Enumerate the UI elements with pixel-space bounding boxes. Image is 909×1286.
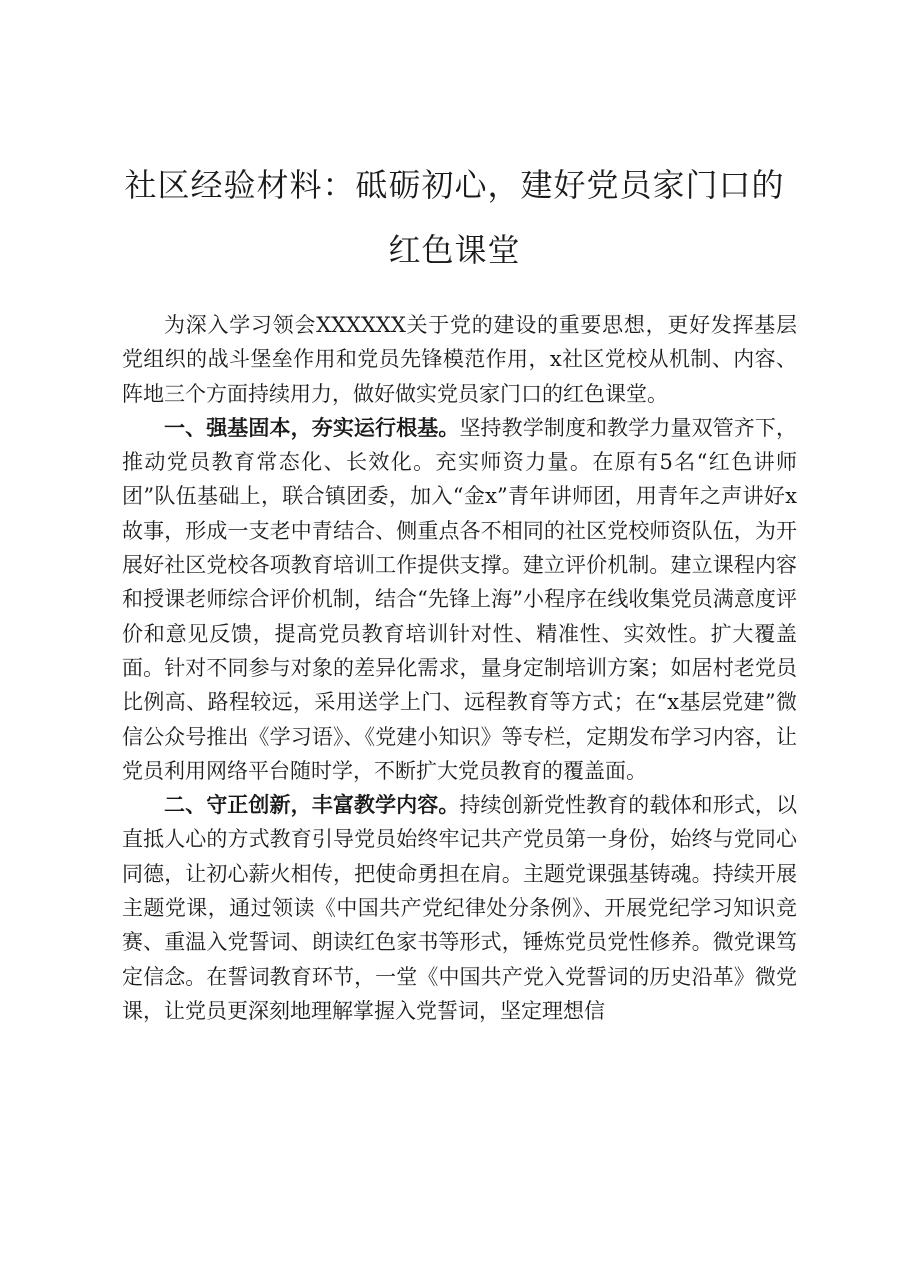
section-heading: 二、守正创新，丰富教学内容。 [164,793,460,818]
paragraph-section-2 [122,788,797,1028]
section-heading: 一、强基固本，夯实运行根基。 [164,415,460,440]
document-title-line-1: 社区经验材料：砥砺初心，建好党员家门口的 [124,166,785,204]
paragraph-section-1 [122,411,797,788]
document-title-line-2: 红色课堂 [388,231,521,269]
paragraph-intro [122,308,797,411]
paragraph-text: 持续创新党性教育的载体和形式，以直抵人心的方式教育引导党员始终牢记共产党员第一身份，始终与党同心同德，让初心薪火相传，把使命勇担在肩。主题党课强基铸魂。持续开展主题党课，通过领读《中国共产党纪律处分条例》、开展党纪学习知识竞赛、重温入党誓词、朗读红色家书等形式，锤炼党员党性修养。微党课笃定信念。在誓词教育环节，一堂《中国共产党入党誓词的历史沿革》微党课，让党员更深刻地理解掌握入党誓词，坚定理想信 [122,793,798,1023]
paragraph-text: 坚持教学制度和教学力量双管齐下，推动党员教育常态化、长效化。充实师资力量。在原有5名“红色讲师团”队伍基础上，联合镇团委，加入“金x”青年讲师团，用青年之声讲好x故事，形成一支老中青结合、侧重点各不相同的社区党校师资队伍，为开展好社区党校各项教育培训工作提供支撑。建立评价机制。建立课程内容和授课老师综合评价机制，结合“先锋上海”小程序在线收集党员满意度评价和意见反馈，提高党员教育培训针对性、精准性、实效性。扩大覆盖面。针对不同参与对象的差异化需求，量身定制培训方案；如居村老党员比例高、路程较远，采用送学上门、远程教育等方式；在“x基层党建”微信公众号推出《学习语》、《党建小知识》等专栏，定期发布学习内容，让党员利用网络平台随时学，不断扩大党员教育的覆盖面。 [122,415,798,783]
document-body [122,308,797,1028]
paragraph-text: 为深入学习领会XXXXXX关于党的建设的重要思想，更好发挥基层党组织的战斗堡垒作用和党员先锋模范作用，x社区党校从机制、内容、阵地三个方面持续用力，做好做实党员家门口的红色课堂。 [122,313,797,406]
